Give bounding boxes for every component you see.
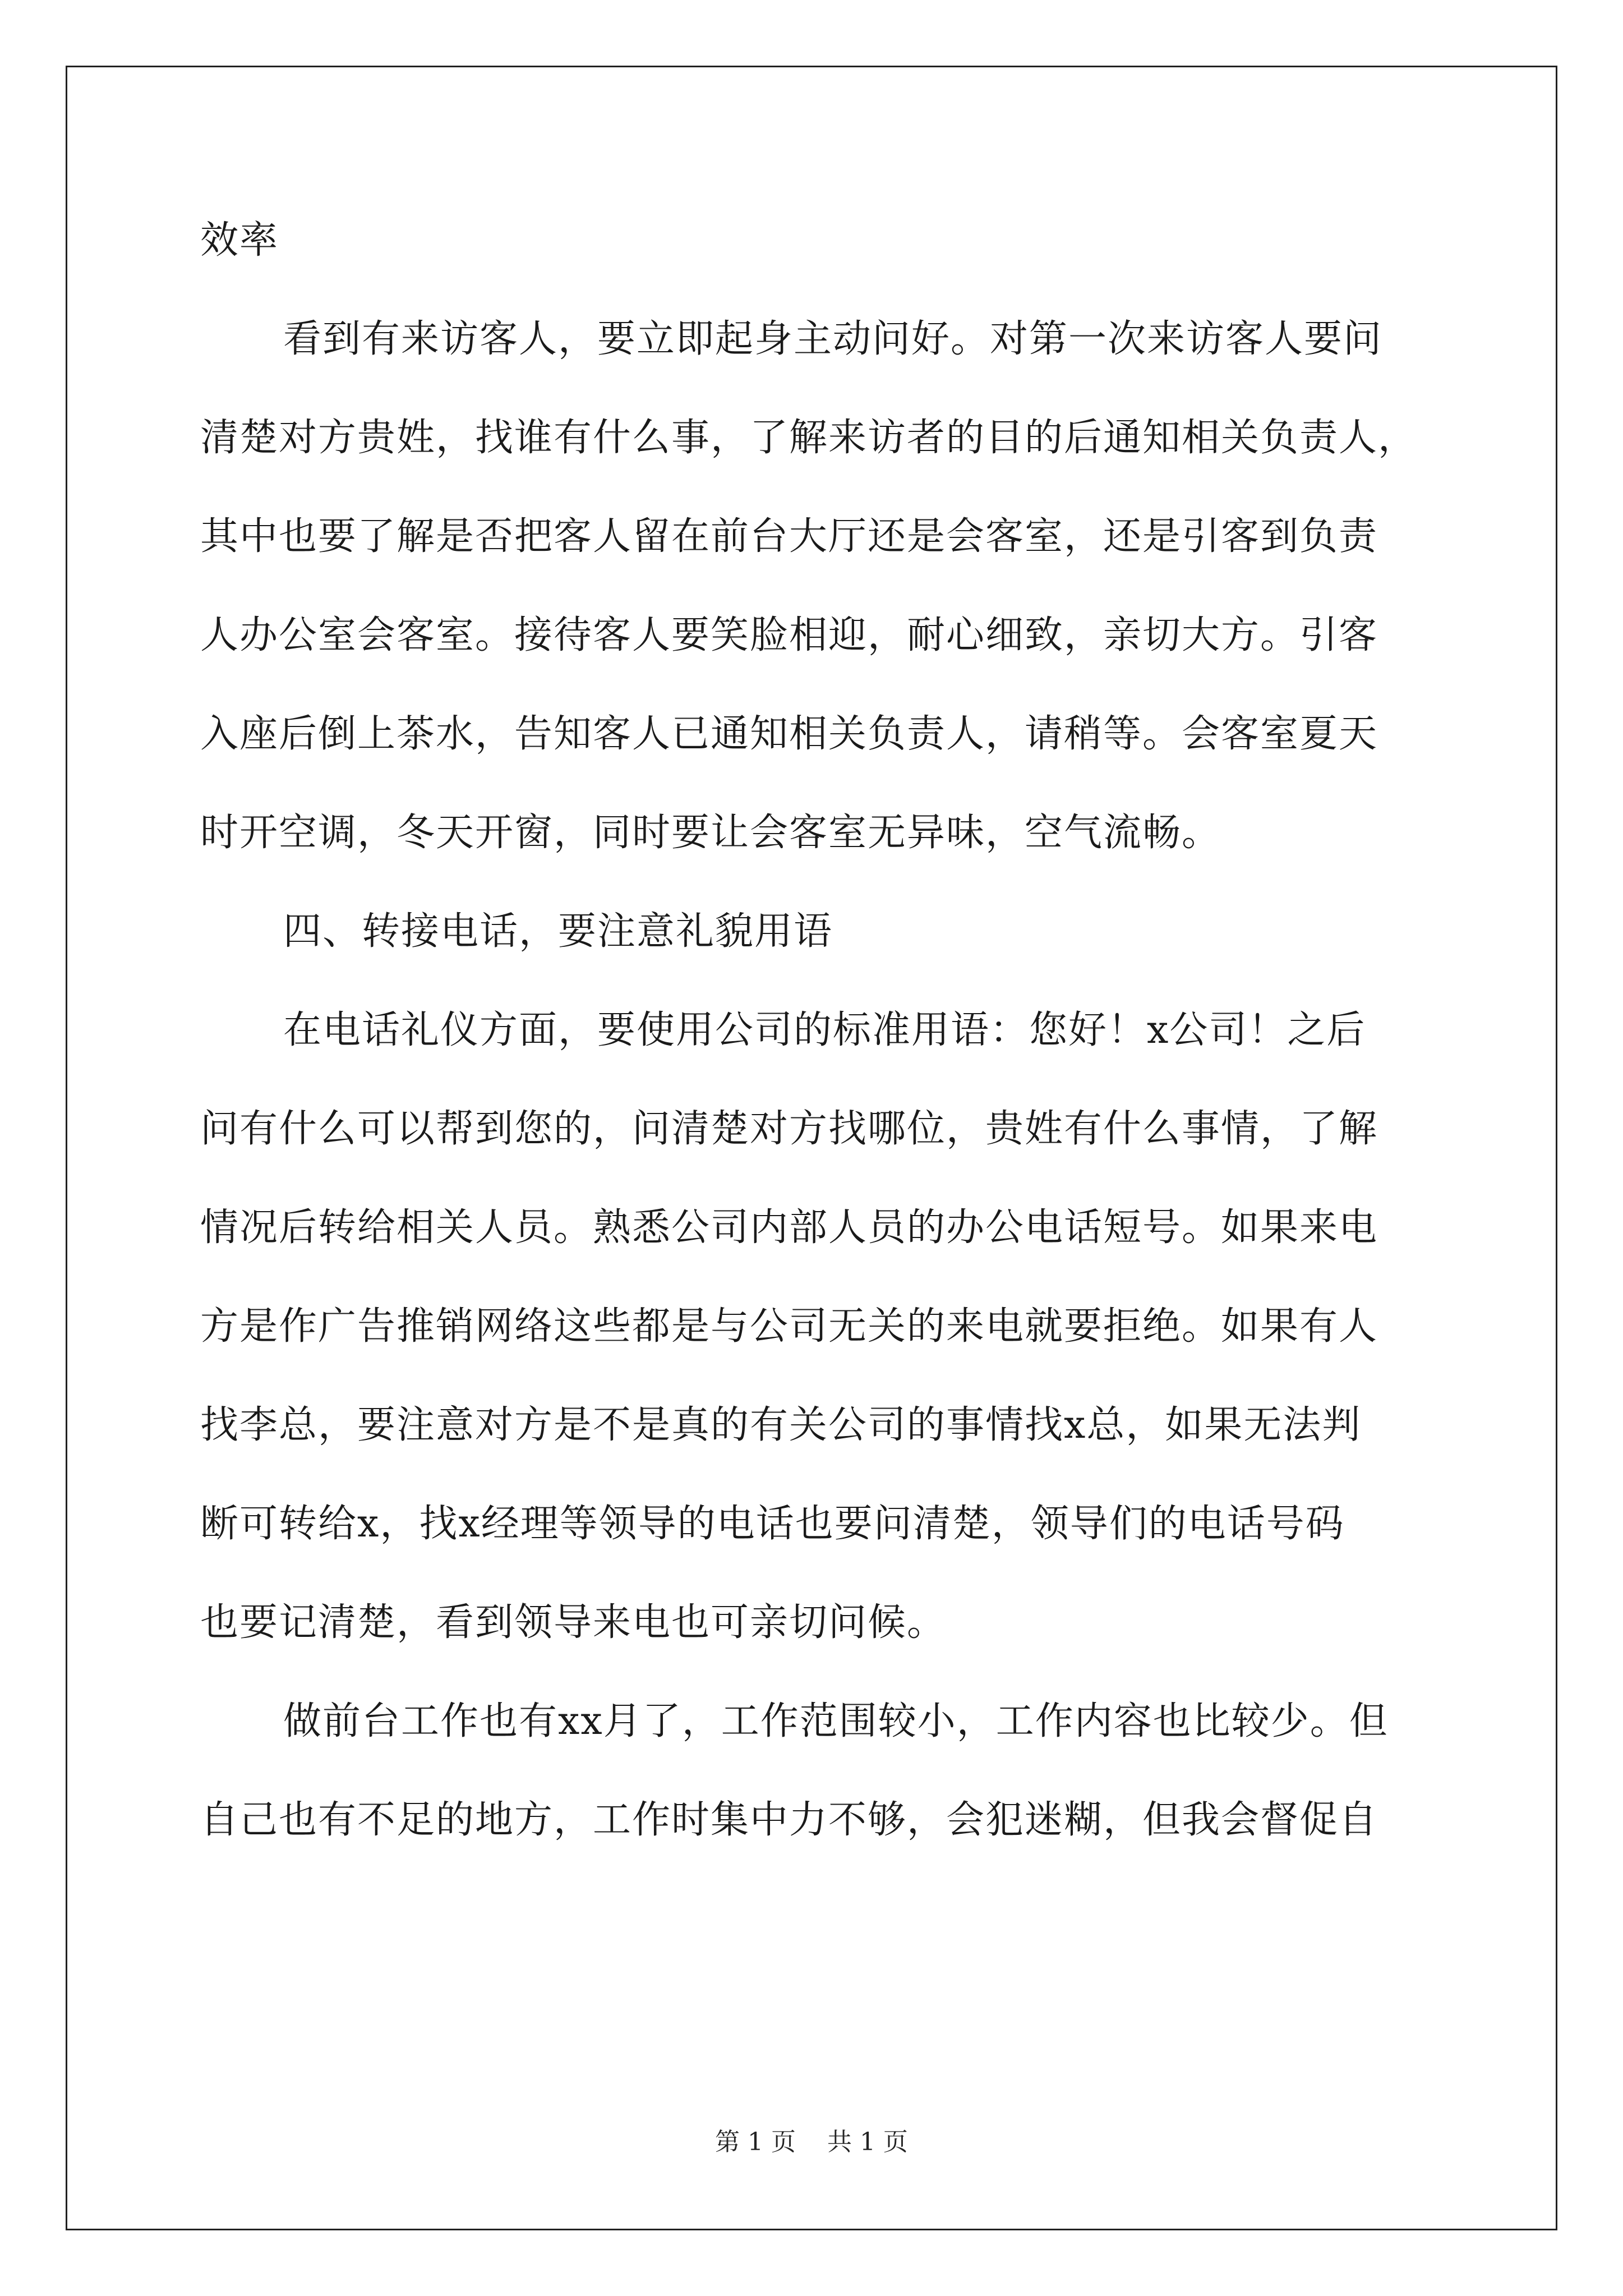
section-heading: 四、转接电话，要注意礼貌用语 <box>283 909 833 954</box>
text-line: 入座后倒上茶水，告知客人已通知相关负责人，请稍等。会客室夏天 <box>200 712 1378 756</box>
text-line: 清楚对方贵姓，找谁有什么事，了解来访者的目的后通知相关负责人， <box>200 416 1418 460</box>
text-line: 自己也有不足的地方，工作时集中力不够，会犯迷糊，但我会督促自 <box>200 1798 1378 1842</box>
text-line: 情况后转给相关人员。熟悉公司内部人员的办公电话短号。如果来电 <box>200 1205 1378 1250</box>
text-line: 方是作广告推销网络这些都是与公司无关的来电就要拒绝。如果有人 <box>200 1304 1378 1349</box>
text-line: 人办公室会客室。接待客人要笑脸相迎，耐心细致，亲切大方。引客 <box>200 613 1378 657</box>
text-line: 其中也要了解是否把客人留在前台大厅还是会客室，还是引客到负责 <box>200 514 1378 559</box>
text-line: 效率 <box>200 218 279 263</box>
text-line: 断可转给x，找x经理等领导的电话也要问清楚，领导们的电话号码 <box>200 1502 1345 1546</box>
page-number-footer: 第 1 页 共 1 页 <box>715 2128 908 2156</box>
document-body <box>200 218 1442 1900</box>
text-line: 时开空调，冬天开窗，同时要让会客室无异味，空气流畅。 <box>200 811 1221 855</box>
text-line: 问有什么可以帮到您的，问清楚对方找哪位，贵姓有什么事情，了解 <box>200 1107 1378 1151</box>
text-line: 做前台工作也有xx月了，工作范围较小，工作内容也比较少。但 <box>283 1699 1389 1743</box>
text-line: 找李总，要注意对方是不是真的有关公司的事情找x总，如果无法判 <box>200 1403 1362 1447</box>
text-line: 看到有来访客人，要立即起身主动问好。对第一次来访客人要问 <box>283 317 1383 361</box>
text-line: 也要记清楚，看到领导来电也可亲切问候。 <box>200 1600 947 1645</box>
text-line: 在电话礼仪方面，要使用公司的标准用语：您好！x公司！之后 <box>283 1008 1366 1052</box>
